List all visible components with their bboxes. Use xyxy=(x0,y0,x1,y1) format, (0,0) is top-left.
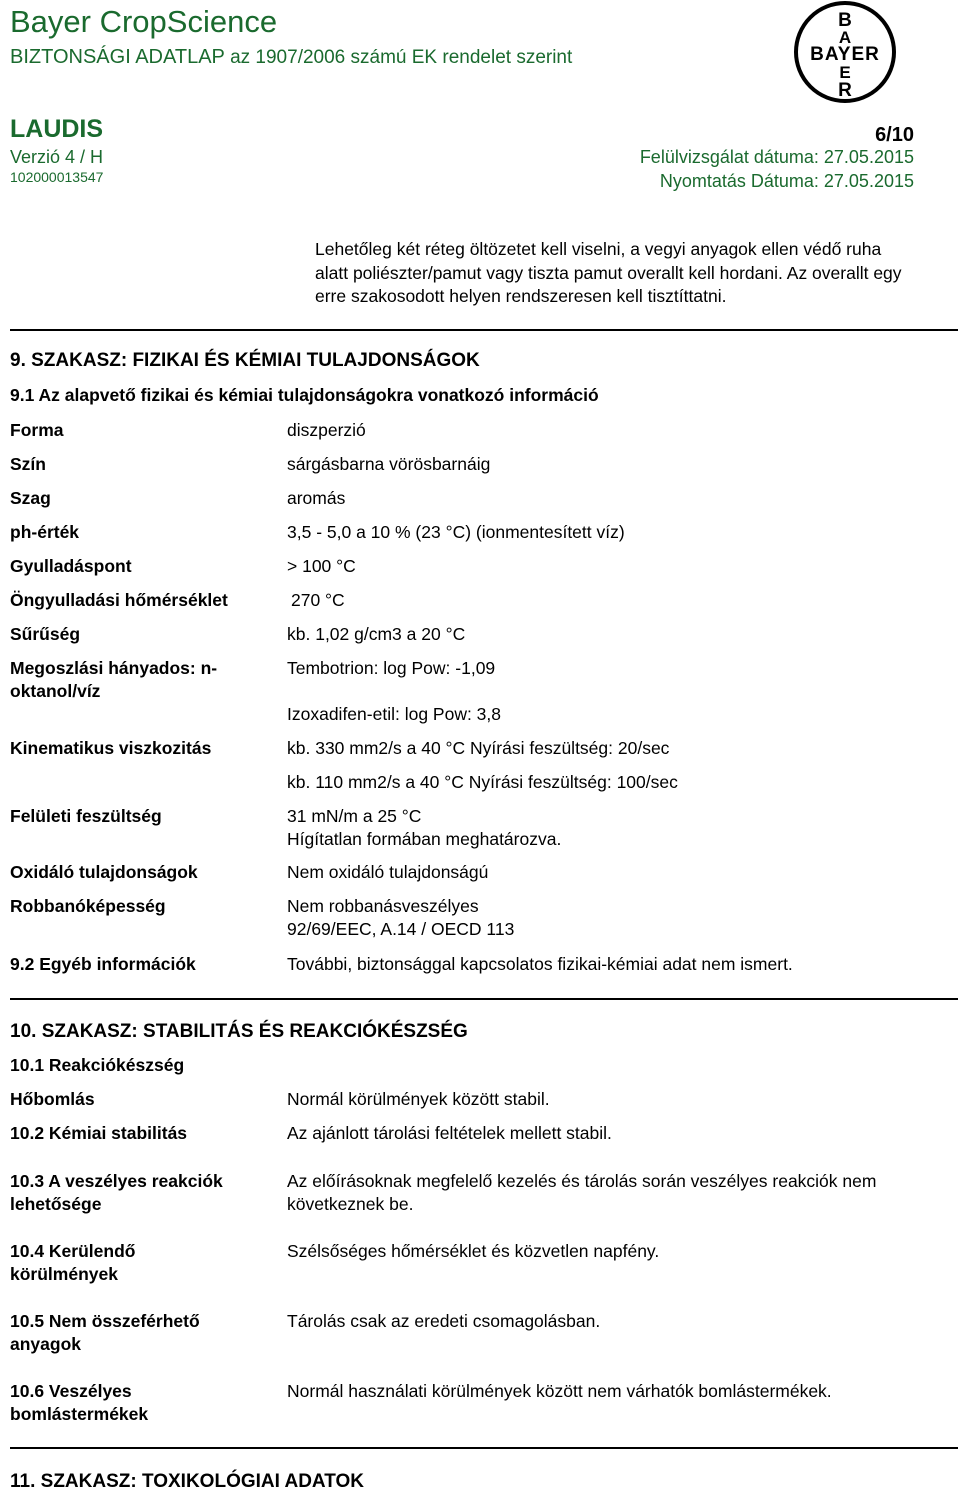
thermal-decomposition-value: Normál körülmények között stabil. xyxy=(287,1089,550,1109)
chemical-stability-label: 10.2 Kémiai stabilitás xyxy=(10,1123,188,1143)
svg-text:A: A xyxy=(838,28,852,47)
partition-coefficient-value-2: Izoxadifen-etil: log Pow: 3,8 xyxy=(287,704,502,724)
odor-label: Szag xyxy=(10,488,51,508)
divider xyxy=(10,998,958,1000)
oxidizing-value: Nem oxidáló tulajdonságú xyxy=(287,862,489,882)
partition-coefficient-label: Megoszlási hányados: n-oktanol/víz xyxy=(10,658,218,701)
color-label: Szín xyxy=(10,454,46,474)
partition-coefficient-value-1: Tembotrion: log Pow: -1,09 xyxy=(287,658,496,678)
section-10-title: 10. SZAKASZ: STABILITÁS ÉS REAKCIÓKÉSZSÉG xyxy=(10,1021,468,1042)
svg-text:B: B xyxy=(838,10,852,31)
protective-clothing-text: Lehetőleg két réteg öltözetet kell viselni, a vegyi anyagok ellen védő ruha alatt poliészter/pamut vagy tiszta pamut overallt kell hordani. Az overallt egy erre szakosodott helyen rendszeresen kell tisztíttatni. xyxy=(315,239,902,306)
other-info-label: 9.2 Egyéb információk xyxy=(10,954,196,974)
svg-text:E: E xyxy=(839,63,851,82)
print-date: Nyomtatás Dátuma: 27.05.2015 xyxy=(659,171,914,191)
conditions-to-avoid-value: Szélsőséges hőmérséklet és közvetlen napfény. xyxy=(287,1241,660,1261)
ph-label: ph-érték xyxy=(10,522,80,542)
product-code: 102000013547 xyxy=(10,169,104,185)
flash-point-label: Gyulladáspont xyxy=(10,556,132,576)
product-name: LAUDIS xyxy=(10,115,104,143)
odor-value: aromás xyxy=(287,488,346,508)
thermal-decomposition-label: Hőbomlás xyxy=(10,1089,95,1109)
color-value: sárgásbarna vörösbarnáig xyxy=(287,454,491,474)
incompatible-materials-label: 10.5 Nem összeférhető anyagok xyxy=(10,1311,200,1354)
density-value: kb. 1,02 g/cm3 a 20 °C xyxy=(287,624,466,644)
decomposition-products-label: 10.6 Veszélyes bomlástermékek xyxy=(10,1381,149,1424)
incompatible-materials-value: Tárolás csak az eredeti csomagolásban. xyxy=(287,1311,601,1331)
version-label: Verzió 4 / H xyxy=(10,147,104,167)
hazardous-reactions-value: Az előírásoknak megfelelő kezelés és tárolás során veszélyes reakciók nem következnek be. xyxy=(287,1171,877,1214)
divider xyxy=(10,329,958,331)
reactivity-title: 10.1 Reakciókészség xyxy=(10,1055,185,1075)
divider xyxy=(10,1447,958,1449)
other-info-value: További, biztonsággal kapcsolatos fizikai-kémiai adat nem ismert. xyxy=(287,954,793,974)
hazardous-reactions-label: 10.3 A veszélyes reakciók lehetősége xyxy=(10,1171,223,1214)
conditions-to-avoid-label: 10.4 Kerülendő körülmények xyxy=(10,1241,136,1284)
flash-point-value: > 100 °C xyxy=(287,556,356,576)
bayer-cross-logo xyxy=(793,0,897,104)
surface-tension-value-2: Hígítatlan formában meghatározva. xyxy=(287,829,562,849)
svg-text:BAYER: BAYER xyxy=(810,44,880,65)
section-9-title: 9. SZAKASZ: FIZIKAI ÉS KÉMIAI TULAJDONSÁGOK xyxy=(10,350,480,371)
explosive-value-1: Nem robbanásveszélyes xyxy=(287,896,479,916)
oxidizing-label: Oxidáló tulajdonságok xyxy=(10,862,198,882)
autoignition-label: Öngyulladási hőmérséklet xyxy=(10,590,228,610)
regulation-text: az 1907/2006 számú EK rendelet szerint xyxy=(230,47,573,68)
autoignition-value: 270 °C xyxy=(291,590,345,610)
form-label: Forma xyxy=(10,420,64,440)
svg-text:R: R xyxy=(838,80,852,101)
document-type-label: BIZTONSÁGI ADATLAP xyxy=(10,46,225,68)
decomposition-products-value: Normál használati körülmények között nem várhatók bomlástermékek. xyxy=(287,1381,832,1401)
explosive-value-2: 92/69/EEC, A.14 / OECD 113 xyxy=(287,919,515,939)
chemical-stability-value: Az ajánlott tárolási feltételek mellett stabil. xyxy=(287,1123,612,1143)
viscosity-value-1: kb. 330 mm2/s a 40 °C Nyírási feszültség: 20/sec xyxy=(287,738,670,758)
viscosity-label: Kinematikus viszkozitás xyxy=(10,738,212,758)
section-9-1-title: 9.1 Az alapvető fizikai és kémiai tulajdonságokra vonatkozó információ xyxy=(10,385,599,405)
ph-value: 3,5 - 5,0 a 10 % (23 °C) (ionmentesített víz) xyxy=(287,522,625,542)
surface-tension-label: Felületi feszültség xyxy=(10,806,162,826)
section-11-title: 11. SZAKASZ: TOXIKOLÓGIAI ADATOK xyxy=(10,1471,364,1492)
company-name: Bayer CropScience xyxy=(10,4,278,39)
density-label: Sűrűség xyxy=(10,624,81,644)
revision-date: Felülvizsgálat dátuma: 27.05.2015 xyxy=(639,147,914,167)
page-number: 6/10 xyxy=(875,124,914,146)
explosive-label: Robbanóképesség xyxy=(10,896,166,916)
document-type xyxy=(10,44,572,71)
form-value: diszperzió xyxy=(287,420,366,440)
surface-tension-value-1: 31 mN/m a 25 °C xyxy=(287,806,422,826)
viscosity-value-2: kb. 110 mm2/s a 40 °C Nyírási feszültség: 100/sec xyxy=(287,772,678,792)
